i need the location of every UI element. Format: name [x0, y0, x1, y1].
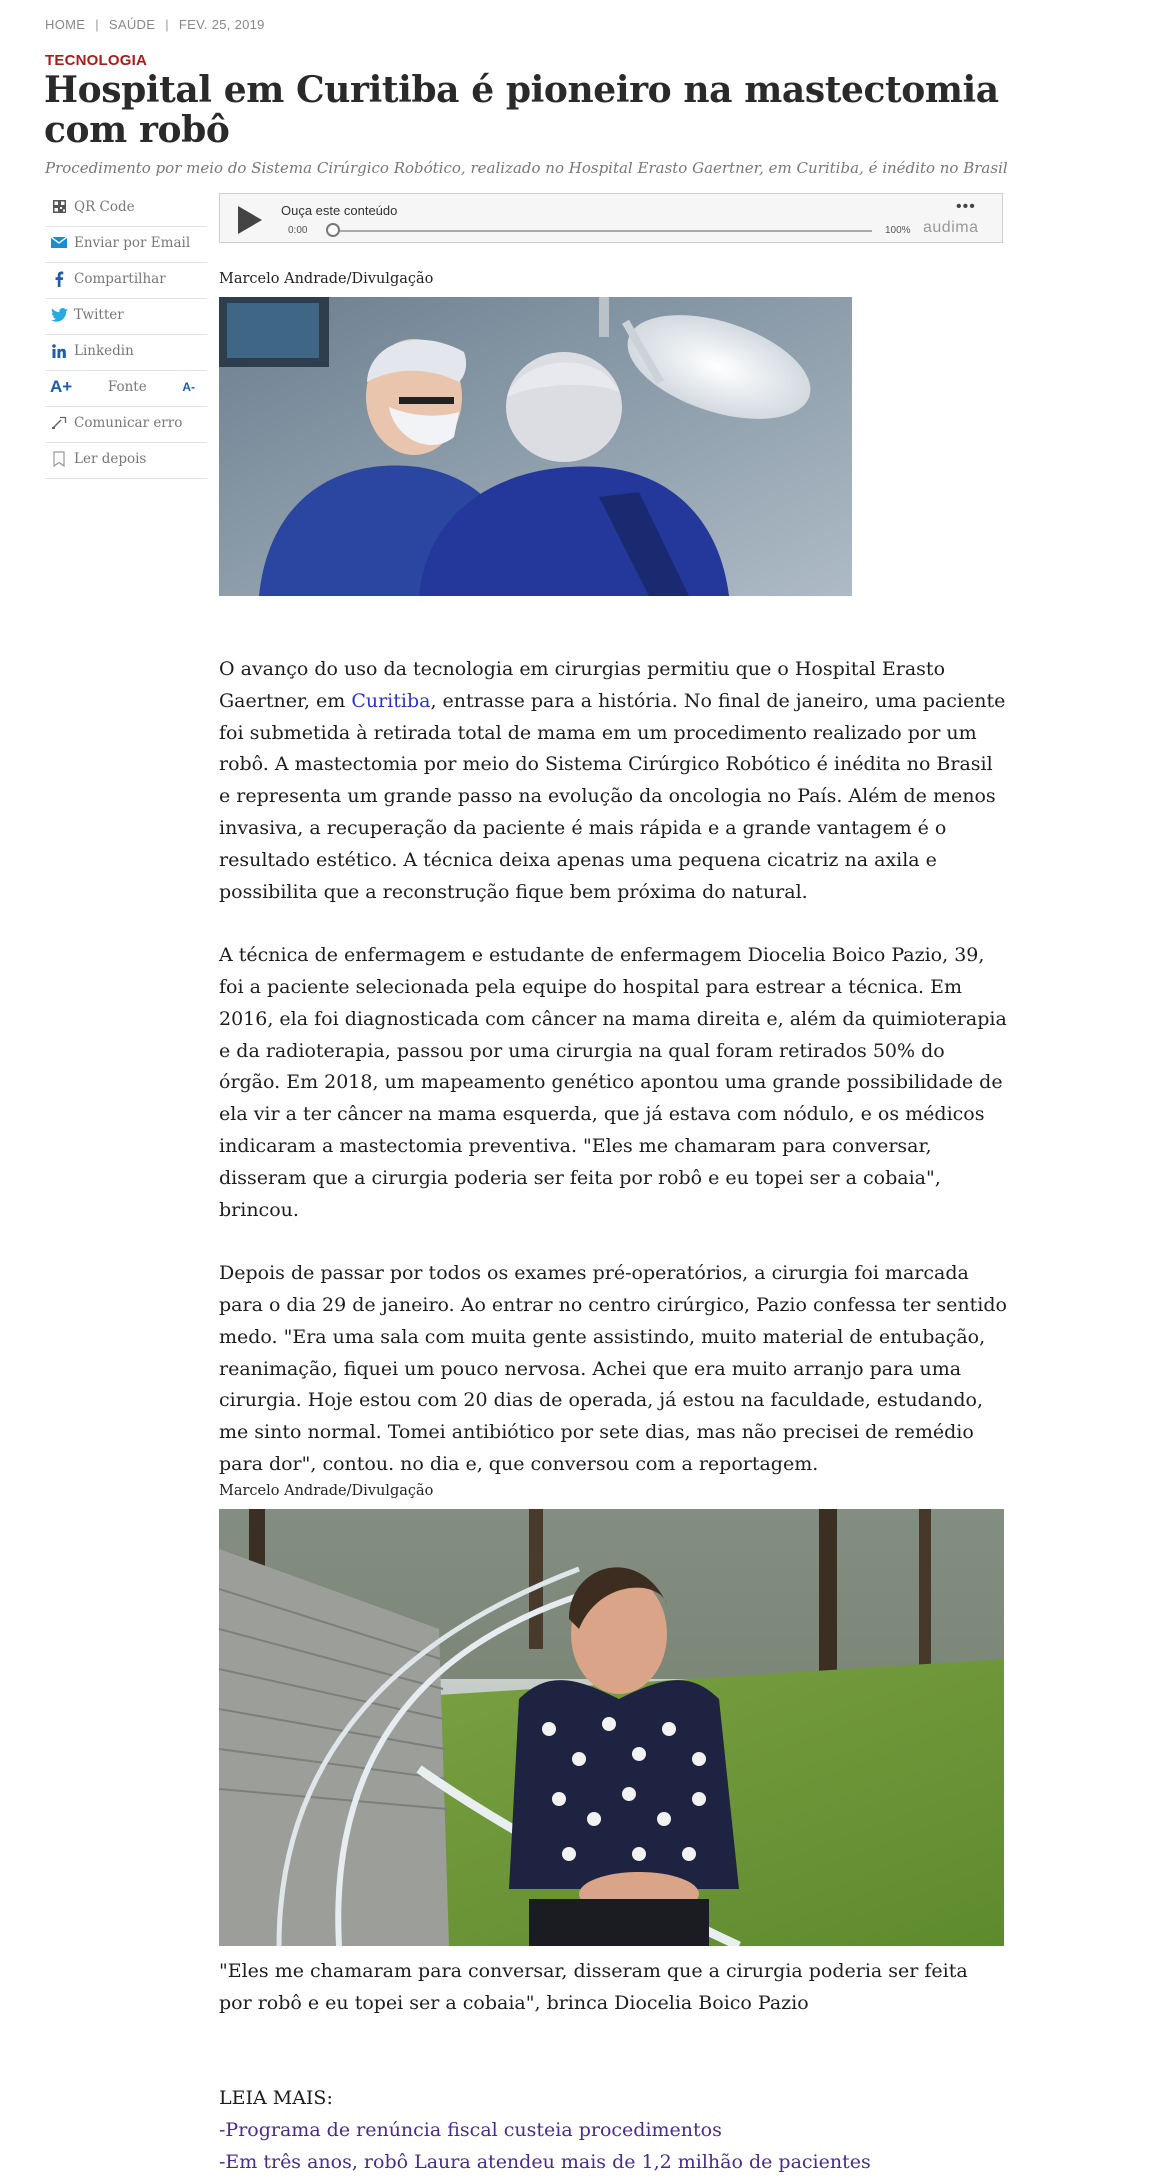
- read-more: [219, 2083, 1004, 2178]
- photo-credit: Marcelo Andrade/Divulgação: [219, 271, 434, 287]
- patient-photo: [219, 1509, 1004, 1946]
- paragraph: Depois de passar por todos os exames pré-operatórios, a cirurgia foi marcada para o dia 29 de janeiro. Ao entrar no centro cirúrgico, Pazio confessa ter sentido medo. "Era uma sala com muita gente assistindo, muito material de entubação, reanimação, fiquei um pouco nervosa. Achei que era muito arranjo para uma cirurgia. Hoje estou com 20 dias de operada, já estou na faculdade, estudando, me sinto normal. Tomei antibiótico por sete dias, mas não precisei de remédio para dor", contou. no dia e, que conversou com a reportagem.: [219, 1262, 1007, 1475]
- player-time: 0:00: [288, 225, 308, 236]
- audio-player: [219, 193, 1003, 243]
- paragraph: A técnica de enfermagem e estudante de enfermagem Diocelia Boico Pazio, 39, foi a paciente selecionada pela equipe do hospital para estrear a técnica. Em 2016, ela foi diagnosticada com câncer na mama direita e, além da quimioterapia e da radioterapia, passou por uma cirurgia na qual foram retirados 50% do órgão. Em 2018, um mapeamento genético apontou uma grande possibilidade de ela vir a ter câncer na mama esquerda, que já estava com nódulo, e os médicos indicaram a mastectomia preventiva. "Eles me chamaram para conversar, disseram que a cirurgia poderia ser feita por robô e eu topei ser a cobaia", brincou.: [219, 944, 1007, 1221]
- page-title: Hospital em Curitiba é pioneiro na mastectomia com robô: [44, 69, 999, 151]
- breadcrumb: [45, 17, 265, 32]
- player-progress-track[interactable]: [332, 230, 872, 232]
- bookmark-icon: [50, 451, 68, 467]
- paragraph-text: , entrasse para a história. No final de janeiro, uma paciente foi submetida à retirada total de mama em um procedimento realizado por um robô. A mastectomia por meio do Sistema Cirúrgico Robótico é inédita no Brasil e representa um grande passo na evolução da oncologia no País. Além de menos invasiva, a recuperação da paciente é mais rápida e a grande vantagem é o resultado estético. A técnica deixa apenas uma pequena cicatriz na axila e possibilita que a reconstrução fique bem próxima do natural.: [219, 689, 1006, 903]
- sidebar-item-label: QR Code: [74, 198, 135, 215]
- breadcrumb-home[interactable]: HOME: [45, 17, 86, 32]
- facebook-icon: [50, 271, 68, 287]
- read-more-heading: LEIA MAIS:: [219, 2087, 333, 2109]
- sidebar-item-label: Compartilhar: [74, 270, 166, 287]
- link-curitiba[interactable]: Curitiba: [351, 689, 431, 712]
- sidebar-item-share[interactable]: [45, 263, 207, 299]
- sidebar-item-label: Comunicar erro: [74, 414, 183, 431]
- read-more-link[interactable]: -Em três anos, robô Laura atendeu mais de 1,2 milhão de pacientes: [219, 2150, 871, 2173]
- category-tag[interactable]: TECNOLOGIA: [45, 52, 147, 69]
- qr-code-icon: [50, 199, 68, 215]
- report-error-icon: [50, 415, 68, 431]
- sidebar-item-label: Twitter: [74, 306, 124, 323]
- article-tools-sidebar: [45, 191, 207, 479]
- paragraph-text: O avanço do uso da tecnologia em cirurgias permitiu que o Hospital Erasto Gaertner, em: [219, 658, 946, 712]
- breadcrumb-separator: |: [165, 17, 169, 32]
- article-subtitle: Procedimento por meio do Sistema Cirúrgico Robótico, realizado no Hospital Erasto Gaertner, em Curitiba, é inédito no Brasil: [45, 159, 1008, 177]
- surgery-photo: [219, 297, 852, 596]
- sidebar-item-linkedin[interactable]: [45, 335, 207, 371]
- read-more-link[interactable]: -Programa de renúncia fiscal custeia procedimentos: [219, 2118, 722, 2141]
- sidebar-item-twitter[interactable]: [45, 299, 207, 335]
- sidebar-item-label: Ler depois: [74, 450, 147, 467]
- paragraph: [219, 654, 1009, 908]
- sidebar-item-email[interactable]: [45, 227, 207, 263]
- sidebar-item-report-error[interactable]: [45, 407, 207, 443]
- font-size-control: [45, 371, 207, 407]
- twitter-icon: [50, 307, 68, 323]
- play-button[interactable]: [238, 206, 262, 234]
- article-body: [219, 654, 1009, 1513]
- breadcrumb-date: FEV. 25, 2019: [178, 17, 265, 32]
- player-title: Ouça este conteúdo: [281, 203, 398, 218]
- sidebar-item-label: Linkedin: [74, 342, 134, 359]
- linkedin-icon: [50, 343, 68, 359]
- sidebar-item-label: Enviar por Email: [74, 234, 191, 251]
- sidebar-item-qr-code[interactable]: [45, 191, 207, 227]
- breadcrumb-section[interactable]: SAÚDE: [108, 17, 156, 32]
- player-volume: 100%: [885, 225, 911, 236]
- player-progress-handle[interactable]: [326, 223, 340, 237]
- font-label: Fonte: [107, 378, 147, 395]
- audima-logo: audima: [923, 219, 979, 236]
- sidebar-item-read-later[interactable]: [45, 443, 207, 479]
- increase-font-button[interactable]: A+: [50, 376, 73, 396]
- player-menu-icon[interactable]: •••: [956, 198, 976, 215]
- photo-caption: "Eles me chamaram para conversar, disseram que a cirurgia poderia ser feita por robô e eu topei ser a cobaia", brinca Diocelia Boico Pazio: [219, 1960, 968, 2014]
- decrease-font-button[interactable]: A-: [182, 379, 195, 394]
- photo-credit: Marcelo Andrade/Divulgação: [219, 1483, 434, 1499]
- email-icon: [50, 235, 68, 251]
- breadcrumb-separator: |: [95, 17, 99, 32]
